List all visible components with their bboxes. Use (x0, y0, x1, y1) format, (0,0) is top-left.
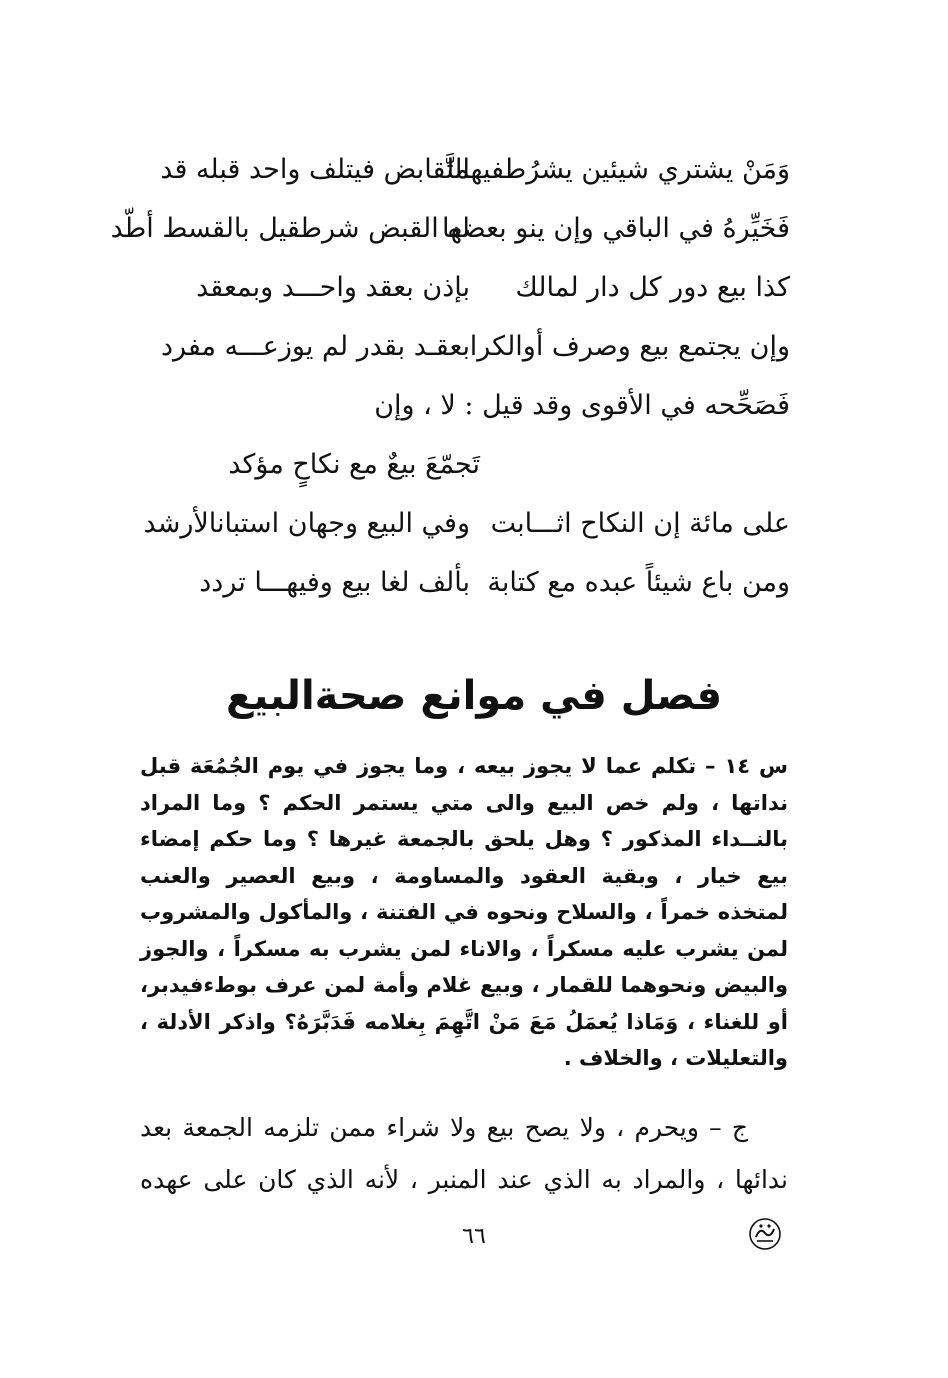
verse-line (130, 443, 790, 502)
poem-verses (110, 148, 790, 620)
verse-second-hemistich: بألف لغا بيع وفيهـــا تردد (199, 567, 470, 598)
verse-first-hemistich: وَمَنْ يشتري شيئين يشرُطفيهما (446, 154, 790, 185)
verse-second-hemistich: بعقـد بقدر لم يوزعـــه مفرد (160, 331, 470, 362)
verse-line (130, 502, 790, 561)
verse-second-hemistich: بإذن بعقد واحـــد وبمعقد (196, 272, 470, 303)
verse-line (130, 148, 790, 207)
question-paragraph: س ١٤ – تكلم عما لا يجوز بيعه ، وما يجوز في يوم الجُمُعَة قبل نداتها ، ولم خص البيع والى متي يستمر الحكم ؟ وما المراد بالنــداء المذكور ؟ وهل يلحق بالجمعة غيرها ؟ وما حكم إمضاء بيع خيار ، وبقية العقود والمساومة ، وبيع العصير والعنب لمتخذه خمراً ، والسلاح ونحوه في الفتنة ، والمأكول والمشروب لمن يشرب عليه مسكراً ، والاناء لمن يشرب به مسكراً ، والجوز والبيض ونحوهما للقمار ، وبيع غلام وأمة لمن عرف بوطءفيدبر، أو للغناء ، وَمَاذا يُعمَلُ مَعَ مَنْ اتَّهِمَ بِغلامه فَدَبَّرَهُ؟ واذكر الأدلة ، والتعليلات ، والخلاف . (140, 754, 788, 1070)
verse-continuation: تَجمّعَ بيعٌ مع نكاحٍ مؤكد (228, 449, 480, 480)
section-heading: فصل في موانع صحةالبيع (225, 673, 723, 719)
verse-first-hemistich: ومن باع شيئاً عبده مع كتابة (487, 567, 790, 598)
verse-line (130, 561, 790, 620)
verse-second-hemistich: التَّقابض فيتلف واحد قبله قد (160, 154, 470, 185)
verse-line (130, 325, 790, 384)
answer-text: ج – ويحرم ، ولا يصح بيع ولا شراء ممن تلزمه الجمعة بعد ندائها ، والمراد به الذي عند المنبر ، لأنه الذي كان على عهده (140, 1113, 788, 1194)
verse-first-hemistich: فَخَيِّرهُ في الباقي وإن ينو بعضها (442, 213, 790, 244)
page-number: ٦٦ (462, 1224, 486, 1249)
verse-line (130, 384, 790, 443)
verse-line (130, 266, 790, 325)
verse-first-hemistich: وإن يجتمع بيع وصرف أوالكرا (469, 331, 790, 362)
verse-first-hemistich: كذا بيع دور كل دار لمالك (515, 272, 790, 303)
verse-full-line: فَصَحِّحه في الأقوى وقد قيل : لا ، وإن (374, 390, 790, 421)
verse-line (110, 207, 790, 266)
verse-second-hemistich: له القبض شرطقيل بالقسط أطّد (110, 213, 470, 244)
verse-second-hemistich: وفي البيع وجهان استبانالأرشد (143, 508, 470, 539)
verse-first-hemistich: على مائة إن النكاح اثـــابت (490, 508, 790, 539)
